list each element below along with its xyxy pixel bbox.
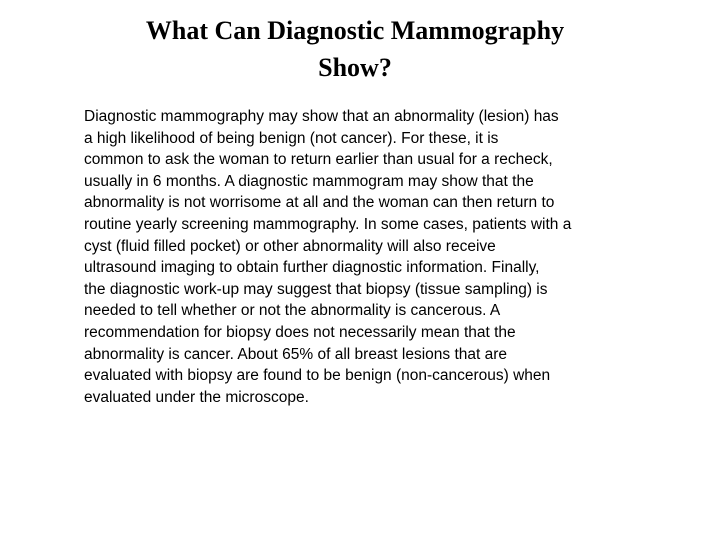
body-line: abnormality is cancer. About 65% of all breast lesions that are	[84, 345, 508, 363]
body-line: a high likelihood of being benign (not cancer). For these, it is	[84, 129, 499, 147]
body-line: ultrasound imaging to obtain further diagnostic information. Finally,	[84, 259, 540, 277]
slide-title-line: Show?	[318, 53, 392, 82]
slide-title-line: What Can Diagnostic Mammography	[145, 16, 565, 45]
body-line: the diagnostic work-up may suggest that biopsy (tissue sampling) is	[84, 280, 548, 298]
body-line: abnormality is not worrisome at all and the woman can then return to	[84, 194, 555, 212]
body-line: routine yearly screening mammography. In some cases, patients with a	[84, 215, 572, 233]
body-line: recommendation for biopsy does not necessarily mean that the	[84, 323, 516, 341]
slide-title	[0, 12, 710, 86]
body-line: cyst (fluid filled pocket) or other abnormality will also receive	[84, 237, 496, 255]
slide-body-paragraph	[84, 106, 664, 408]
body-line: usually in 6 months. A diagnostic mammogram may show that the	[84, 172, 534, 190]
body-line: Diagnostic mammography may show that an abnormality (lesion) has	[84, 108, 559, 125]
body-line: evaluated under the microscope.	[84, 388, 309, 406]
body-line: common to ask the woman to return earlier than usual for a recheck,	[84, 151, 553, 169]
body-line: needed to tell whether or not the abnormality is cancerous. A	[84, 302, 501, 320]
body-line: evaluated with biopsy are found to be benign (non-cancerous) when	[84, 367, 551, 385]
